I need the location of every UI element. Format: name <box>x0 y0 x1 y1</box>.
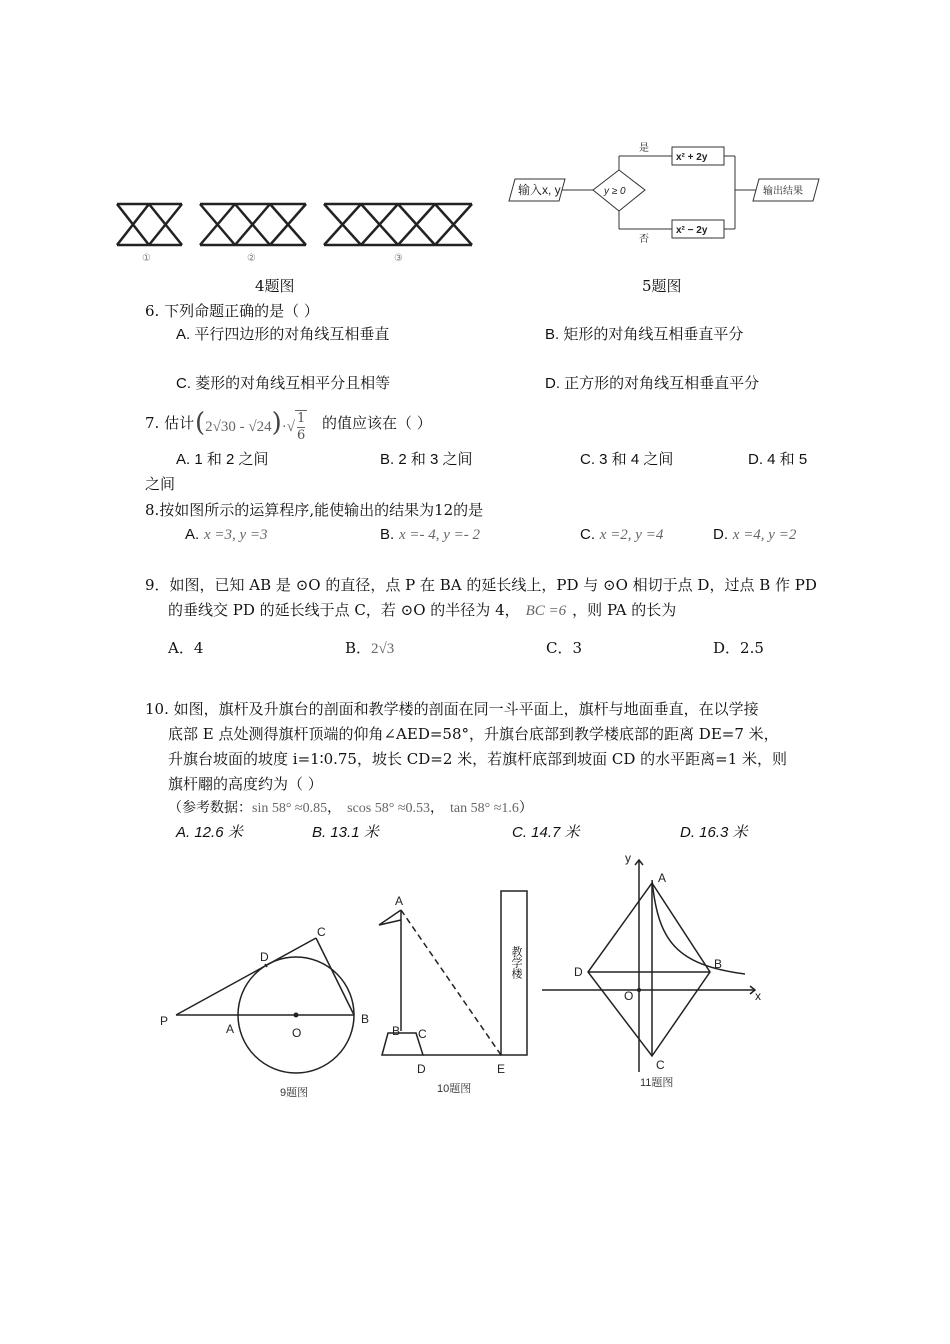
q10-reference: （参考数据：sin 58° ≈0.85， scos 58° ≈0.53， tan 58° ≈1.6） <box>168 800 533 816</box>
q10-ref-tan: tan 58° ≈1.6 <box>450 801 519 816</box>
fig10-c: C <box>418 1027 427 1041</box>
q8-option-d <box>713 524 796 545</box>
q7-option-d: D. 4 和 5 <box>748 451 808 468</box>
fig10-building-label: 教学楼 <box>510 946 522 979</box>
q9-option-d: D．2.5 <box>713 639 764 657</box>
q10-ref-close: ） <box>518 800 533 816</box>
q8-c-label: C. <box>580 526 595 543</box>
q8-option-c <box>580 524 663 545</box>
fig10-caption: 10题图 <box>437 1083 472 1095</box>
q9-option-c: C．3 <box>546 639 583 657</box>
q7-expr-inner: 2√30 - √24 <box>205 419 272 435</box>
q7-frac-num: 1 <box>297 411 306 426</box>
fig4-caption: 4题图 <box>255 277 295 295</box>
q10-option-c: C. 14.7 米 <box>512 824 580 841</box>
q7-prefix: 7. 估计 <box>145 414 195 432</box>
figure-5-flowchart <box>505 135 830 250</box>
fig5-output: 输出结果 <box>763 186 803 197</box>
q8-b-value: x =- 4, y =- 2 <box>398 527 481 543</box>
q7-option-c: C. 3 和 4 之间 <box>580 451 674 468</box>
q10-line2: 底部 E 点处测得旗杆顶端的仰角∠AED=58°，升旗台底部到教学楼底部的距离 DE=7 米， <box>168 725 779 743</box>
q9-b-label: B． <box>345 639 372 657</box>
q8-option-a <box>185 524 268 545</box>
q9-b-value: 2√3 <box>371 641 395 657</box>
q7-frac-den: 6 <box>297 428 306 443</box>
fig5-no: 否 <box>639 234 649 245</box>
fig5-bottom-expr: x² − 2y <box>676 225 708 236</box>
q8-stem: 8.按如图所示的运算程序,能使输出的结果为12的是 <box>145 501 484 519</box>
figure-9 <box>150 915 380 1105</box>
fig5-top-expr: x² + 2y <box>676 152 708 163</box>
fig10-b: B <box>392 1024 401 1038</box>
q8-d-value: x =4, y =2 <box>732 527 797 543</box>
q8-d-label: D. <box>713 526 728 543</box>
fig11-x: x <box>755 989 761 1003</box>
figure-11 <box>540 850 770 1095</box>
q9-option-b <box>345 638 394 659</box>
q9-line2-b: ，则 PA 的长为 <box>572 601 677 619</box>
q7-option-d-wrap: 之间 <box>145 475 176 493</box>
fig10-a: A <box>395 894 404 908</box>
fig5-caption: 5题图 <box>642 277 682 295</box>
q9-line2-a: 的垂线交 PD 的延长线于点 C，若 ⊙O 的半径为 4， <box>168 601 520 619</box>
fig10-e: E <box>497 1062 506 1076</box>
q10-option-b: B. 13.1 米 <box>312 824 379 841</box>
q6-option-a: A. 平行四边形的对角线互相垂直 <box>176 326 390 343</box>
fig11-d: D <box>574 965 583 979</box>
q9-line2 <box>168 600 676 621</box>
fig5-cond: y ≥ 0 <box>604 186 626 197</box>
q8-a-label: A. <box>185 526 200 543</box>
fig5-input: 输入x, y <box>518 183 561 197</box>
q9-line1: 9．如图，已知 AB 是 ⊙O 的直径，点 P 在 BA 的延长线上，PD 与 ⊙O 相切于点 D，过点 B 作 PD <box>145 576 817 594</box>
fig4-sub1: ① <box>142 253 151 264</box>
q10-line3: 升旗台坡面的坡度 i=1∶0.75，坡长 CD=2 米，若旗杆底部到坡面 CD 的水平距离=1 米，则 <box>168 750 788 768</box>
q8-b-label: B. <box>380 526 395 543</box>
fig4-sub2: ② <box>247 253 256 264</box>
fig11-b: B <box>714 957 723 971</box>
q7-option-b: B. 2 和 3 之间 <box>380 451 473 468</box>
q6-option-d: D. 正方形的对角线互相垂直平分 <box>545 375 760 392</box>
fig11-a: A <box>658 871 667 885</box>
q7-option-a: A. 1 和 2 之间 <box>176 451 269 468</box>
fig9-p: P <box>160 1014 169 1028</box>
q10-ref-sin: sin 58° ≈0.85 <box>252 801 328 816</box>
q10-option-d: D. 16.3 米 <box>680 824 748 841</box>
fig11-caption: 11题图 <box>640 1077 674 1089</box>
fig10-d: D <box>417 1062 426 1076</box>
q7-expression: (2√30 - √24)·√ $\frac{1}{6}$ <box>195 408 306 443</box>
fig9-c: C <box>317 925 326 939</box>
q9-option-a: A．4 <box>168 639 204 657</box>
fig11-o: O <box>624 989 634 1003</box>
q7-suffix: 的值应该在（ ） <box>322 414 432 432</box>
figure-10 <box>375 885 535 1100</box>
fig4-sub3: ③ <box>394 253 403 264</box>
fig9-caption: 9题图 <box>280 1087 309 1099</box>
fig9-o: O <box>292 1026 302 1040</box>
q10-option-a: A. 12.6 米 <box>176 824 243 841</box>
fig9-d: D <box>260 950 269 964</box>
q6-option-c: C. 菱形的对角线互相平分且相等 <box>176 375 391 392</box>
q6-stem: 6. 下列命题正确的是（ ） <box>145 302 319 320</box>
fig11-c: C <box>656 1058 665 1072</box>
q8-a-value: x =3, y =3 <box>203 527 268 543</box>
fig9-b: B <box>361 1012 370 1026</box>
fig5-yes: 是 <box>639 143 649 154</box>
q9-bc-value: BC =6 <box>525 603 567 619</box>
fig9-a: A <box>226 1022 235 1036</box>
q10-ref-cos: scos 58° ≈0.53 <box>347 801 431 816</box>
q6-option-b: B. 矩形的对角线互相垂直平分 <box>545 326 744 343</box>
figure-4 <box>110 195 480 270</box>
fig11-y: y <box>625 851 631 865</box>
q8-c-value: x =2, y =4 <box>599 527 664 543</box>
q10-ref-open: （参考数据： <box>168 800 252 816</box>
q10-line4: 旗杆翢的高度约为（ ） <box>168 775 323 793</box>
q10-line1: 10. 如图，旗杆及升旗台的剖面和教学楼的剖面在同一斗平面上，旗杆与地面垂直，在以学接 <box>145 700 759 718</box>
q8-option-b <box>380 524 480 545</box>
